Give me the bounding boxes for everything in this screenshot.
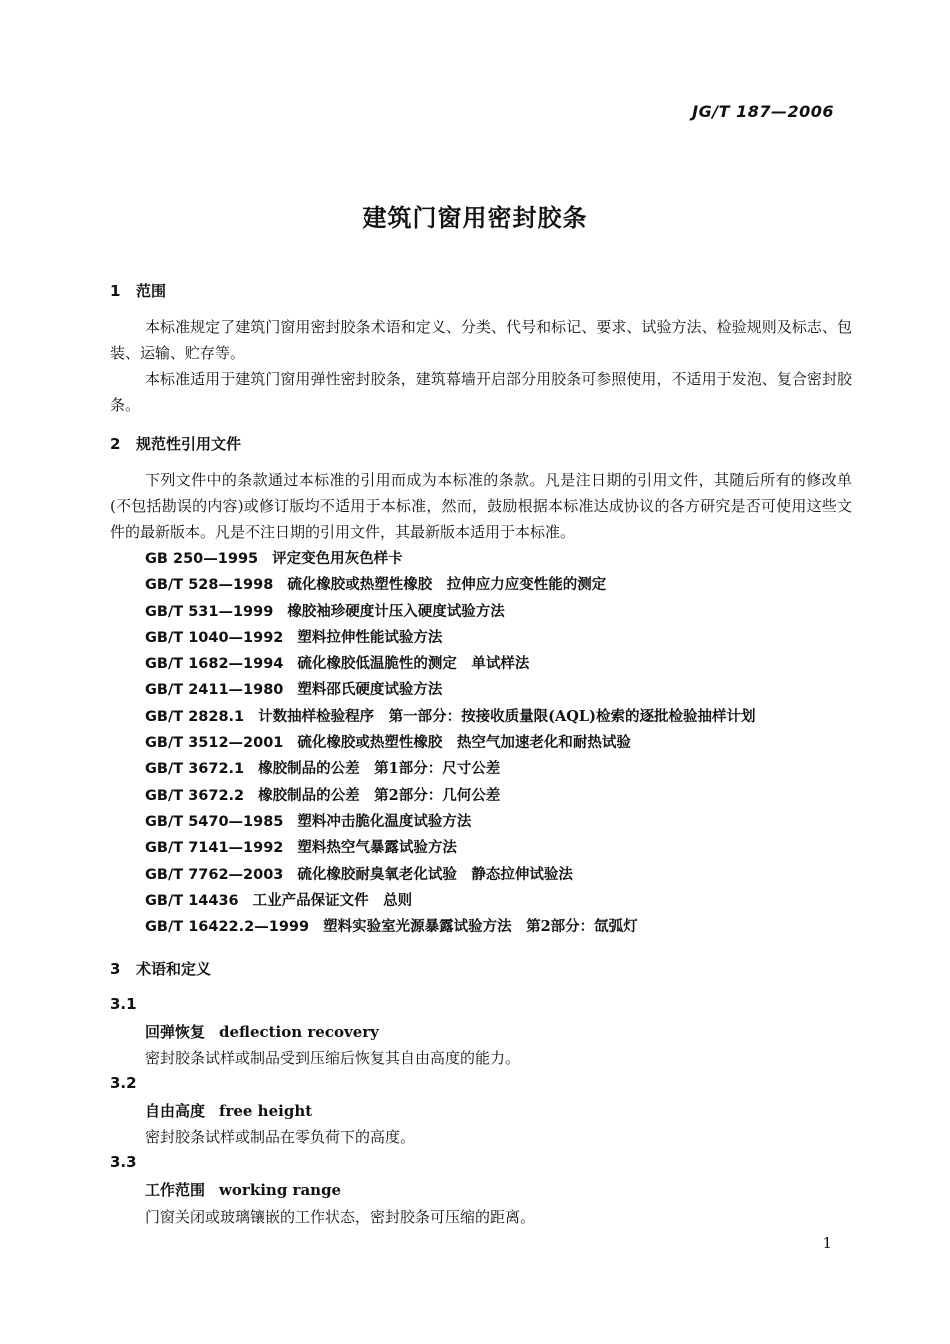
reference-title: 计数抽样检验程序 第一部分：按接收质量限(AQL)检索的逐批检验抽样计划 <box>258 707 756 725</box>
reference-item <box>145 730 755 756</box>
reference-title: 硫化橡胶或热塑性橡胶 热空气加速老化和耐热试验 <box>297 734 631 752</box>
term-entry <box>145 1100 312 1121</box>
reference-title: 塑料热空气暴露试验方法 <box>297 839 457 857</box>
reference-code: GB/T 2828.1 <box>145 708 245 725</box>
reference-title: 硫化橡胶耐臭氧老化试验 静态拉伸试验法 <box>297 865 573 883</box>
section-3-number: 3 <box>110 960 121 978</box>
term-definition: 门窗关闭或玻璃镶嵌的工作状态，密封胶条可压缩的距离。 <box>145 1208 536 1226</box>
reference-code: GB/T 531—1999 <box>145 603 274 620</box>
reference-code: GB/T 5470—1985 <box>145 813 284 830</box>
reference-item <box>145 809 755 835</box>
term-chinese: 回弹恢复 <box>145 1023 206 1041</box>
reference-title: 橡胶制品的公差 第2部分：几何公差 <box>258 786 501 804</box>
reference-title: 塑料实验室光源暴露试验方法 第2部分：氙弧灯 <box>323 918 638 936</box>
section-2-paragraph: 下列文件中的条款通过本标准的引用而成为本标准的条款。凡是注日期的引用文件，其随后所有的修改单(不包括勘误的内容)或修订版均不适用于本标准，然而，鼓励根据本标准达成协议的各方研究是否可使用这些文件的最新版本。凡是不注日期的引用文件，其最新版本适用于本标准。 <box>110 471 852 541</box>
term-chinese: 工作范围 <box>145 1181 206 1199</box>
reference-code: GB/T 3672.1 <box>145 761 245 778</box>
page-number: 1 <box>822 1234 832 1252</box>
section-1-number: 1 <box>110 282 121 300</box>
clause-number: 3.2 <box>110 1074 137 1092</box>
reference-item <box>145 783 755 809</box>
reference-code: GB/T 3512—2001 <box>145 735 284 752</box>
reference-title: 橡胶制品的公差 第1部分：尺寸公差 <box>258 760 501 778</box>
reference-item <box>145 625 755 651</box>
reference-item <box>145 835 755 861</box>
reference-title: 塑料拉伸性能试验方法 <box>297 628 443 646</box>
reference-item <box>145 756 755 782</box>
reference-code: GB/T 7762—2003 <box>145 866 284 883</box>
document-title: 建筑门窗用密封胶条 <box>362 204 588 232</box>
term-definition: 密封胶条试样或制品在零负荷下的高度。 <box>145 1128 416 1146</box>
section-1-paragraph-1: 本标准规定了建筑门窗用密封胶条术语和定义、分类、代号和标记、要求、试验方法、检验规则及标志、包装、运输、贮存等。 <box>110 318 852 362</box>
reference-code: GB/T 16422.2—1999 <box>145 919 310 936</box>
term-definition: 密封胶条试样或制品受到压缩后恢复其自由高度的能力。 <box>145 1049 521 1067</box>
section-2-heading <box>110 433 241 454</box>
reference-code: GB/T 1682—1994 <box>145 656 284 673</box>
section-2-number: 2 <box>110 435 121 453</box>
standard-code: JG/T 187—2006 <box>692 102 834 121</box>
term-entry <box>145 1021 379 1042</box>
section-3-title: 术语和定义 <box>136 960 212 978</box>
term-entry <box>145 1179 341 1200</box>
reference-title: 工业产品保证文件 总则 <box>252 891 413 909</box>
section-1-title: 范围 <box>136 282 167 300</box>
reference-item <box>145 599 755 625</box>
reference-code: GB/T 1040—1992 <box>145 629 284 646</box>
clause-number: 3.3 <box>110 1153 137 1171</box>
section-1-paragraph-2: 本标准适用于建筑门窗用弹性密封胶条，建筑幕墙开启部分用胶条可参照使用，不适用于发泡、复合密封胶条。 <box>110 370 852 414</box>
reference-code: GB/T 3672.2 <box>145 787 245 804</box>
reference-title: 硫化橡胶或热塑性橡胶 拉伸应力应变性能的测定 <box>287 576 607 594</box>
reference-title: 评定变色用灰色样卡 <box>272 550 403 567</box>
term-english: deflection recovery <box>219 1023 379 1041</box>
reference-title: 塑料邵氏硬度试验方法 <box>297 681 443 699</box>
reference-item <box>145 651 755 677</box>
reference-item <box>145 888 755 914</box>
reference-title: 橡胶袖珍硬度计压入硬度试验方法 <box>287 602 505 620</box>
reference-code: GB/T 2411—1980 <box>145 682 284 699</box>
reference-item <box>145 862 755 888</box>
reference-code: GB/T 528—1998 <box>145 577 274 594</box>
term-english: working range <box>219 1181 342 1199</box>
reference-item <box>145 914 755 940</box>
section-1-heading <box>110 280 166 301</box>
clause-number: 3.1 <box>110 995 137 1013</box>
reference-item <box>145 546 755 572</box>
reference-title: 塑料冲击脆化温度试验方法 <box>297 812 472 830</box>
reference-item <box>145 677 755 703</box>
reference-code: GB/T 14436 <box>145 892 239 909</box>
term-english: free height <box>219 1102 313 1120</box>
reference-item <box>145 572 755 598</box>
reference-code: GB/T 7141—1992 <box>145 840 284 857</box>
reference-item <box>145 704 755 730</box>
section-2-title: 规范性引用文件 <box>136 435 242 453</box>
reference-title: 硫化橡胶低温脆性的测定 单试样法 <box>297 655 530 673</box>
term-chinese: 自由高度 <box>145 1102 206 1120</box>
normative-references-list <box>145 546 755 940</box>
section-3-heading <box>110 958 211 979</box>
reference-code: GB 250—1995 <box>145 551 259 567</box>
